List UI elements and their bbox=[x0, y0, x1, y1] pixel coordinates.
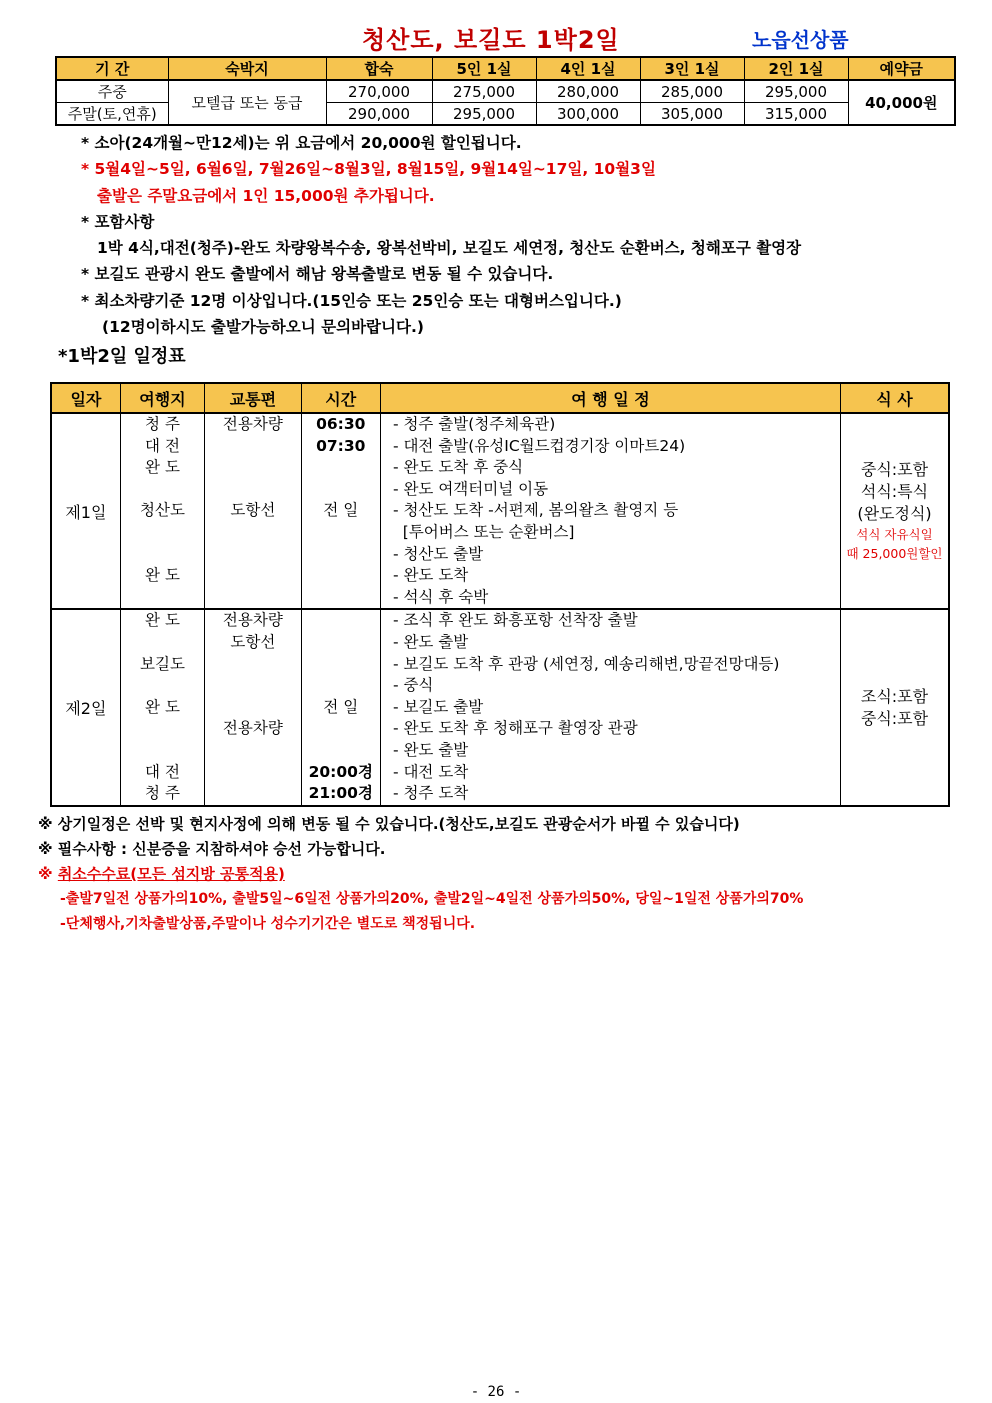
price-header-cell: 기 간 bbox=[56, 57, 168, 80]
place-line bbox=[121, 544, 204, 566]
time-line bbox=[302, 457, 380, 479]
plan-line: - 청산도 도착 -서편제, 봄의왈츠 촬영지 등 bbox=[392, 501, 679, 520]
transport-line bbox=[205, 740, 300, 762]
place-line: 완 도 bbox=[145, 458, 180, 477]
period-cell: 주말(토,연휴) bbox=[56, 103, 168, 126]
schedule-header-cell: 일자 bbox=[51, 383, 120, 413]
min-vehicle-subnote: (12명이하시도 출발가능하오니 문의바랍니다.) bbox=[102, 318, 424, 337]
meal-line: 조식:포함 bbox=[860, 686, 929, 706]
plan-line: - 청산도 출발 bbox=[392, 544, 484, 563]
schedule-header-cell: 여 행 일 정 bbox=[380, 383, 840, 413]
meal-column bbox=[840, 413, 949, 609]
special-dates-note: * 5월4일~5일, 6월6일, 7월26일~8월3일, 8월15일, 9월14일~17일, 10월3일 bbox=[81, 160, 656, 179]
transport-line bbox=[205, 697, 300, 719]
places-column bbox=[120, 609, 204, 805]
transport-line bbox=[205, 565, 300, 587]
time-line: 06:30 bbox=[316, 415, 366, 433]
schedule-header-cell: 교통편 bbox=[205, 383, 301, 413]
plan-line: - 완도 출발 bbox=[392, 740, 469, 759]
price-header-cell: 3인 1실 bbox=[640, 57, 744, 80]
transport-line: 전용차량 bbox=[222, 415, 283, 433]
lodging-cell: 모텔급 또는 동급 bbox=[168, 80, 326, 125]
time-line: 전 일 bbox=[323, 697, 359, 716]
plan-column bbox=[380, 413, 840, 609]
place-line: 청산도 bbox=[140, 501, 185, 520]
transport-line bbox=[205, 522, 300, 544]
notes-section bbox=[62, 130, 942, 340]
plan-line: [투어버스 또는 순환버스] bbox=[392, 522, 575, 541]
price-header-cell: 예약금 bbox=[848, 57, 955, 80]
places-column bbox=[120, 413, 204, 609]
time-column bbox=[301, 413, 380, 609]
period-cell: 주중 bbox=[56, 80, 168, 103]
time-line bbox=[302, 522, 380, 544]
meal-note: 석식 자유식일 bbox=[856, 527, 933, 543]
deposit-cell: 40,000원 bbox=[848, 80, 955, 125]
time-line: 20:00경 bbox=[308, 762, 373, 781]
meal-note: 때 25,000원할인 bbox=[846, 546, 943, 562]
day-label: 제2일 bbox=[51, 609, 120, 805]
plan-line: - 보길도 도착 후 관광 (세연정, 예송리해변,망끝전망대등) bbox=[392, 654, 780, 673]
price-cell: 295,000 bbox=[432, 103, 536, 126]
transport-line bbox=[205, 587, 300, 609]
min-vehicle-note: * 최소차량기준 12명 이상입니다.(15인승 또는 25인승 또는 대형버스입니다.) bbox=[81, 291, 622, 310]
cancel-fee-heading bbox=[38, 862, 958, 887]
meal-line: 중식:포함 bbox=[860, 708, 929, 728]
cancel-fee-title: 취소수수료(모든 섬지방 공통적용) bbox=[57, 865, 285, 883]
place-line: 청 주 bbox=[145, 784, 180, 803]
plan-line: - 중식 bbox=[392, 676, 434, 695]
schedule-day-1 bbox=[51, 413, 949, 609]
meal-column bbox=[840, 609, 949, 805]
price-cell: 315,000 bbox=[744, 103, 848, 126]
transport-column bbox=[205, 609, 301, 805]
meal-line: 중식:포함 bbox=[860, 460, 929, 480]
price-header-cell: 2인 1실 bbox=[744, 57, 848, 80]
included-detail: 1박 4식,대전(청주)-완도 차량왕복수송, 왕복선박비, 보길도 세연정, 청산도 순환버스, 청해포구 촬영장 bbox=[97, 239, 802, 258]
time-line: 전 일 bbox=[323, 501, 359, 520]
transport-line: 전용차량 bbox=[222, 611, 283, 630]
price-table bbox=[55, 56, 956, 126]
plan-line: - 청주 출발(청주체육관) bbox=[392, 415, 556, 433]
plan-line: - 대전 출발(유성IC월드컵경기장 이마트24) bbox=[392, 436, 686, 455]
price-row-weekday bbox=[56, 80, 955, 103]
place-line: 완 도 bbox=[145, 611, 180, 630]
time-line: 07:30 bbox=[316, 436, 366, 455]
footer-notes bbox=[38, 812, 958, 937]
required-note: ※ 필수사항 : 신분증을 지참하셔야 승선 가능합니다. bbox=[38, 840, 386, 858]
price-header-cell: 숙박지 bbox=[168, 57, 326, 80]
price-cell: 305,000 bbox=[640, 103, 744, 126]
place-line: 청 주 bbox=[145, 415, 180, 433]
time-column bbox=[301, 609, 380, 805]
place-line: 대 전 bbox=[145, 436, 180, 455]
transport-line bbox=[205, 783, 300, 805]
schedule-header-cell: 식 사 bbox=[840, 383, 949, 413]
time-line bbox=[302, 544, 380, 566]
place-line bbox=[121, 479, 204, 501]
group-note: -단체행사,기차출발상품,주말이나 성수기기간은 별도로 책정됩니다. bbox=[60, 916, 476, 932]
schedule-table bbox=[50, 382, 950, 807]
included-title: * 포함사항 bbox=[81, 212, 155, 231]
place-line: 보길도 bbox=[140, 654, 185, 673]
time-line bbox=[302, 632, 380, 654]
page-header bbox=[0, 20, 992, 54]
time-line bbox=[302, 675, 380, 697]
plan-line: - 완도 출발 bbox=[392, 632, 469, 651]
time-line bbox=[302, 479, 380, 501]
schedule-title: *1박2일 일정표 bbox=[58, 346, 186, 367]
time-line bbox=[302, 587, 380, 609]
schedule-header-row bbox=[51, 383, 949, 413]
plan-line: - 대전 도착 bbox=[392, 762, 469, 781]
time-line: 21:00경 bbox=[308, 784, 373, 803]
transport-column bbox=[205, 413, 301, 609]
cancel-fee-detail: -출발7일전 상품가의10%, 출발5일~6일전 상품가의20%, 출발2일~4일전 상품가의50%, 당일~1일전 상품가의70% bbox=[60, 891, 804, 907]
page-title: 청산도, 보길도 1박2일 bbox=[362, 26, 620, 54]
price-header-cell: 4인 1실 bbox=[536, 57, 640, 80]
price-cell: 275,000 bbox=[432, 80, 536, 103]
transport-line bbox=[205, 457, 300, 479]
bogildo-note: * 보길도 관광시 완도 출발에서 해남 왕복출발로 변동 될 수 있습니다. bbox=[81, 265, 554, 284]
transport-line: 도항선 bbox=[230, 632, 276, 651]
transport-line: 전용차량 bbox=[222, 719, 283, 738]
place-line bbox=[121, 632, 204, 654]
plan-line: - 보길도 출발 bbox=[392, 697, 484, 716]
price-cell: 290,000 bbox=[326, 103, 432, 126]
price-cell: 270,000 bbox=[326, 80, 432, 103]
plan-line: - 청주 도착 bbox=[392, 784, 469, 803]
time-line bbox=[302, 740, 380, 762]
place-line bbox=[121, 740, 204, 762]
special-extra-note: 출발은 주말요금에서 1인 15,000원 추가됩니다. bbox=[97, 186, 435, 205]
transport-line bbox=[205, 654, 300, 676]
meal-line: 석식:특식 bbox=[860, 482, 929, 502]
place-line: 대 전 bbox=[145, 762, 180, 781]
place-line: 완 도 bbox=[145, 566, 180, 585]
meal-line: (완도정식) bbox=[857, 504, 932, 524]
plan-line: - 완도 도착 후 중식 bbox=[392, 458, 524, 477]
place-line bbox=[121, 675, 204, 697]
cancel-mark: ※ bbox=[38, 865, 58, 883]
price-cell: 300,000 bbox=[536, 103, 640, 126]
child-discount-note: * 소아(24개월~만12세)는 위 요금에서 20,000원 할인됩니다. bbox=[81, 134, 522, 152]
schedule-day-2 bbox=[51, 609, 949, 805]
price-cell: 285,000 bbox=[640, 80, 744, 103]
price-cell: 280,000 bbox=[536, 80, 640, 103]
place-line bbox=[121, 718, 204, 740]
transport-line bbox=[205, 479, 300, 501]
transport-line bbox=[205, 675, 300, 697]
time-line bbox=[302, 610, 380, 632]
transport-line bbox=[205, 762, 300, 784]
price-header-row bbox=[56, 57, 955, 80]
plan-line: - 완도 도착 후 청해포구 촬영장 관광 bbox=[392, 719, 638, 738]
price-cell: 295,000 bbox=[744, 80, 848, 103]
plan-column bbox=[380, 609, 840, 805]
schedule-header-cell: 여행지 bbox=[120, 383, 204, 413]
place-line bbox=[121, 587, 204, 609]
plan-line: - 완도 도착 bbox=[392, 566, 469, 585]
time-line bbox=[302, 654, 380, 676]
transport-line bbox=[205, 436, 300, 458]
place-line bbox=[121, 522, 204, 544]
schedule-change-note: ※ 상기일정은 선박 및 현지사정에 의해 변동 될 수 있습니다.(청산도,보길도 관광순서가 바뀔 수 있습니다) bbox=[38, 815, 740, 833]
price-header-cell: 합숙 bbox=[326, 57, 432, 80]
plan-line: - 조식 후 완도 화흥포항 선착장 출발 bbox=[392, 611, 638, 630]
transport-line: 도항선 bbox=[230, 501, 276, 520]
time-line bbox=[302, 565, 380, 587]
schedule-header-cell: 시간 bbox=[301, 383, 380, 413]
plan-line: - 석식 후 숙박 bbox=[392, 587, 489, 606]
day-label: 제1일 bbox=[51, 413, 120, 609]
product-type-label: 노읍선상품 bbox=[752, 28, 849, 52]
place-line: 완 도 bbox=[145, 697, 180, 716]
price-header-cell: 5인 1실 bbox=[432, 57, 536, 80]
plan-line: - 완도 여객터미널 이동 bbox=[392, 479, 549, 498]
page-number: - 26 - bbox=[470, 1384, 522, 1400]
time-line bbox=[302, 718, 380, 740]
transport-line bbox=[205, 544, 300, 566]
